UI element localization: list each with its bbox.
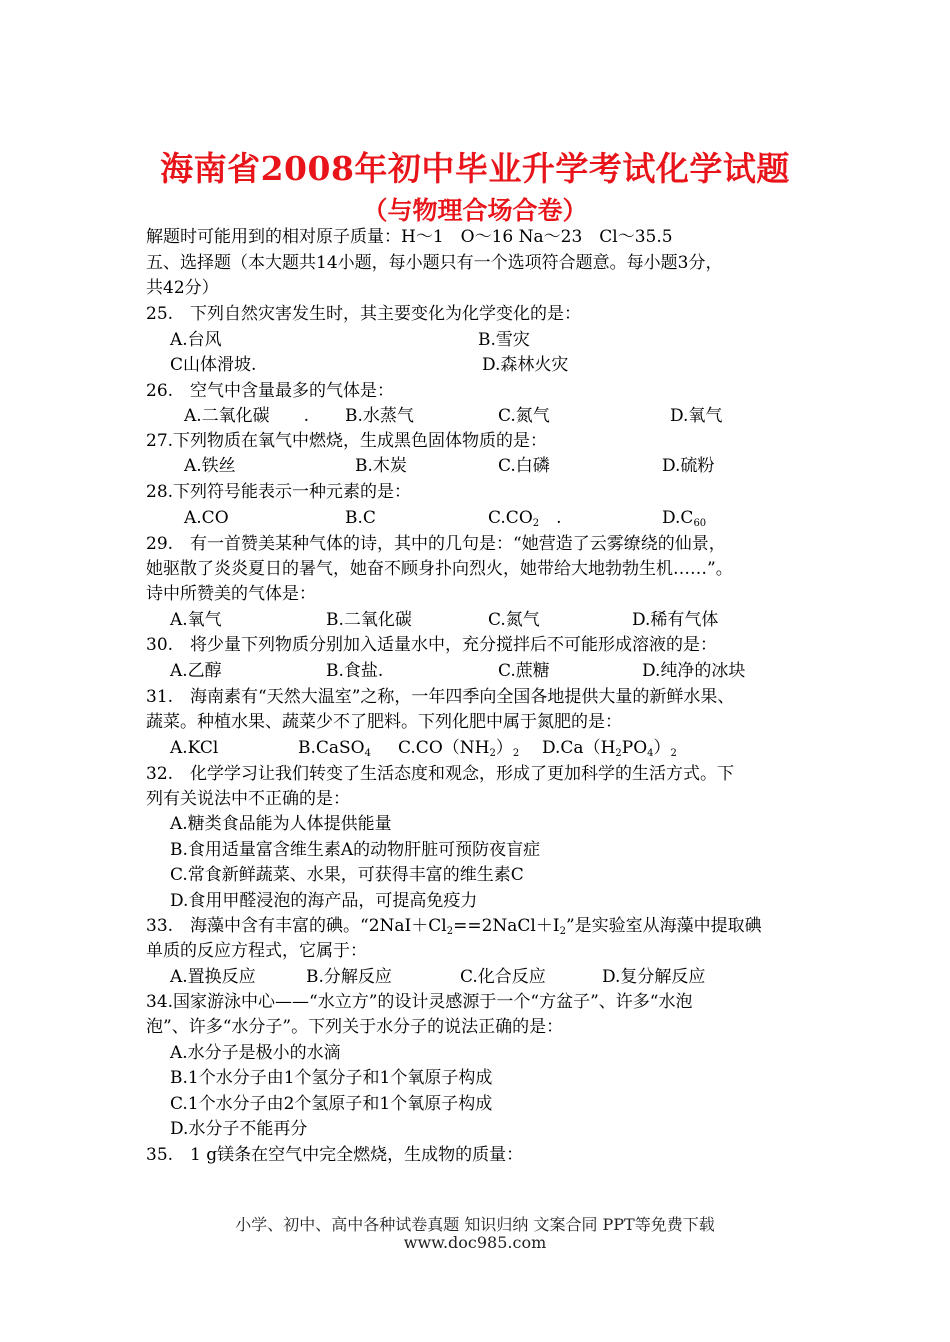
exam-title: 海南省2008年初中毕业升学考试化学试题	[160, 149, 790, 188]
q31-option-b: B.CaSO$_4$	[298, 738, 371, 759]
q26-stem: 26. 空气中含量最多的气体是：	[146, 381, 395, 401]
q34-line2: 泡”、许多“水分子”。下列关于水分子的说法正确的是：	[146, 1017, 564, 1037]
q28-option-b: B.C	[345, 508, 376, 528]
q33-option-b: B.分解反应	[306, 967, 392, 987]
q32-option-b: B.食用适量富含维生素A的动物肝脏可预防夜盲症	[170, 840, 541, 860]
q29-option-a: A.氧气	[170, 610, 222, 630]
q25-option-d: D.森林火灾	[482, 355, 569, 375]
q25-option-a: A.台风	[170, 330, 222, 350]
q25-stem: 25. 下列自然灾害发生时，其主要变化为化学变化的是：	[146, 304, 582, 324]
q32-line2: 列有关说法中不正确的是：	[146, 789, 350, 809]
q31-option-a: A.KCl	[170, 738, 219, 758]
q30-option-a: A.乙醇	[170, 661, 222, 681]
q26-option-c: C.氮气	[498, 406, 550, 426]
q29-option-c: C.氮气	[488, 610, 540, 630]
q33-option-c: C.化合反应	[460, 967, 546, 987]
q26-option-a: A.二氧化碳 .	[184, 406, 310, 426]
q34-line1: 34.国家游泳中心——“水立方”的设计灵感源于一个“方盆子”、许多“水泡	[146, 992, 693, 1012]
q35-stem: 35. 1 g镁条在空气中完全燃烧，生成物的质量：	[146, 1145, 524, 1165]
q32-line1: 32. 化学学习让我们转变了生活态度和观念，形成了更加科学的生活方式。下	[146, 764, 735, 784]
q34-option-c: C.1个水分子由2个氢原子和1个氧原子构成	[170, 1094, 493, 1114]
q34-option-d: D.水分子不能再分	[170, 1119, 308, 1139]
footer-link[interactable]: www.doc985.com	[403, 1233, 547, 1252]
q25-option-b: B.雪灾	[478, 330, 530, 350]
q27-option-b: B.木炭	[355, 456, 407, 476]
q30-stem: 30. 将少量下列物质分别加入适量水中，充分搅拌后不可能形成溶液的是：	[146, 635, 718, 655]
q26-option-d: D.氧气	[670, 406, 723, 426]
q31-option-c: $C.CO(NH_2)_2$	[398, 738, 520, 759]
q29-option-d: D.稀有气体	[632, 610, 719, 630]
q28-option-a: A.CO	[184, 508, 229, 528]
q31-option-d: $D.Ca(H_2PO_4)_2$	[542, 738, 677, 759]
q29-line1: 29. 有一首赞美某种气体的诗，其中的几句是：“她营造了云雾缭绕的仙景，	[146, 534, 726, 554]
q33-option-a: A.置换反应	[170, 967, 256, 987]
q33-line1: 33. 海藻中含有丰富的碘。“$2NaI+Cl_2==2NaCl+I_2$”是实验室从海藻中提取碘	[146, 916, 762, 937]
q27-option-d: D.硫粉	[662, 456, 715, 476]
q33-option-d: D.复分解反应	[602, 967, 706, 987]
q32-option-d: D.食用甲醛浸泡的海产品，可提高免疫力	[170, 891, 478, 911]
q27-stem: 27.下列物质在氧气中燃烧，生成黑色固体物质的是：	[146, 431, 548, 451]
footer-line1: 小学、初中、高中各种试卷真题 知识归纳 文案合同 PPT等免费下载	[235, 1215, 715, 1234]
q33-line2: 单质的反应方程式，它属于：	[146, 941, 367, 961]
q31-line2: 蔬菜。种植水果、蔬菜少不了肥料。下列化肥中属于氮肥的是：	[146, 712, 622, 732]
q27-option-a: A.铁丝	[184, 456, 236, 476]
q30-option-b: B.食盐.	[326, 661, 384, 681]
q31-line1: 31. 海南素有“天然大温室”之称，一年四季向全国各地提供大量的新鲜水果、	[146, 687, 735, 707]
q34-option-a: A.水分子是极小的水滴	[170, 1043, 341, 1063]
q32-option-a: A.糖类食品能为人体提供能量	[170, 814, 392, 834]
q29-line3: 诗中所赞美的气体是：	[146, 584, 316, 604]
q27-option-c: C.白磷	[498, 456, 550, 476]
q28-stem: 28.下列符号能表示一种元素的是：	[146, 482, 412, 502]
q32-option-c: C.常食新鲜蔬菜、水果，可获得丰富的维生素C	[170, 865, 524, 885]
q25-option-c: C山体滑坡.	[170, 355, 257, 375]
q28-option-d: $D.C_{60}$	[662, 508, 707, 529]
q29-line2: 她驱散了炎炎夏日的暑气，她奋不顾身扑向烈火，她带给大地勃勃生机……”。	[146, 559, 733, 579]
q29-option-b: B.二氧化碳	[326, 610, 412, 630]
q26-option-b: B.水蒸气	[345, 406, 414, 426]
exam-subtitle: （与物理合场合卷）	[362, 196, 588, 225]
q30-option-c: C.蔗糖	[498, 661, 550, 681]
atomic-masses: 解题时可能用到的相对原子质量：H～1 O～16 Na～23 Cl～35.5	[146, 227, 673, 247]
q34-option-b: B.1个水分子由1个氢分子和1个氧原子构成	[170, 1068, 493, 1088]
q28-option-c: $C.CO_2$ .	[488, 508, 562, 529]
section-heading-line2: 共42分）	[146, 278, 219, 298]
q30-option-d: D.纯净的冰块	[642, 661, 746, 681]
section-heading-line1: 五、选择题（本大题共14小题，每小题只有一个选项符合题意。每小题3分，	[146, 253, 723, 273]
